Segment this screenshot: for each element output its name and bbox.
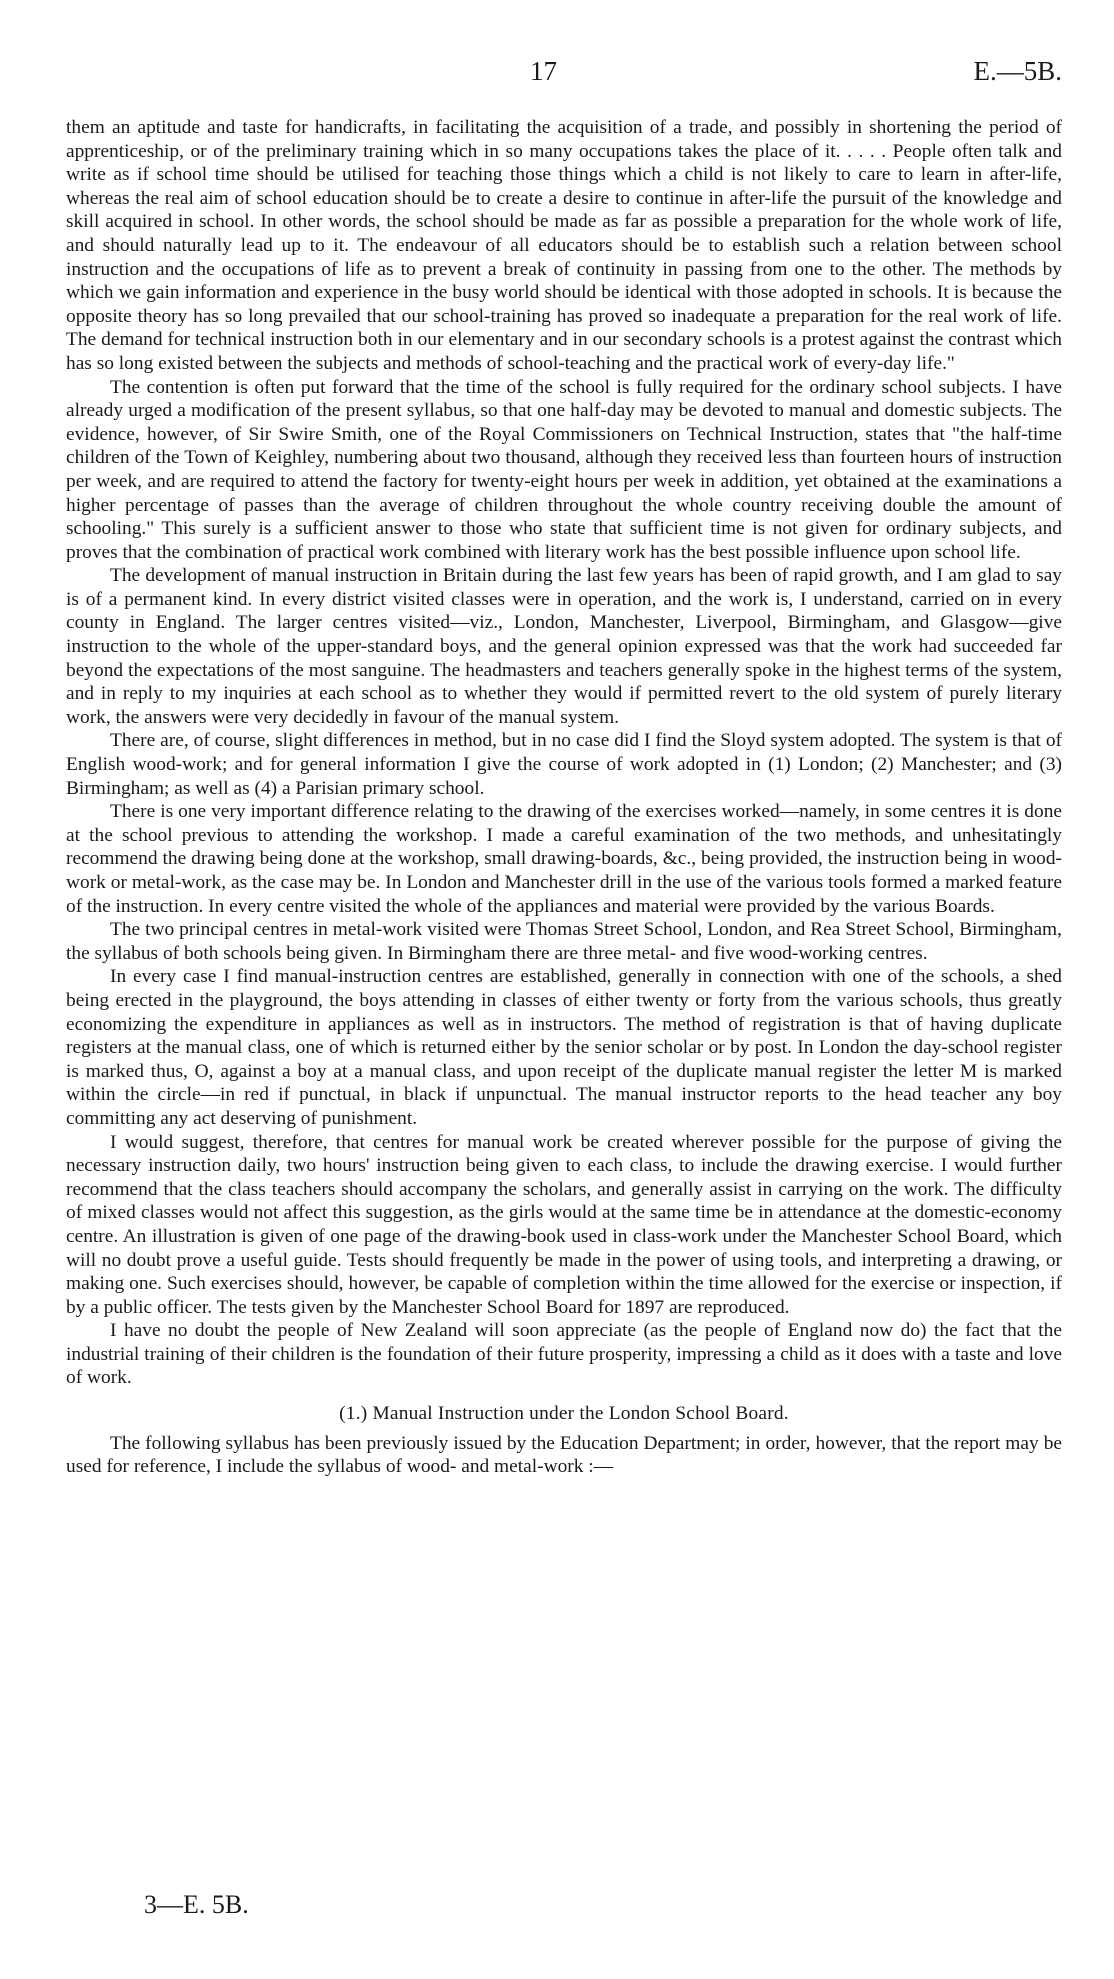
document-reference: E.—5B.	[973, 56, 1062, 86]
paragraph: I have no doubt the people of New Zealand will soon appreciate (as the people of England now do) the fact that the industrial training of their children is the foundation of their future prosperity, impressing a child as it does with a taste and love of work.	[66, 1320, 1062, 1389]
page-header	[0, 56, 1114, 96]
paragraph: There is one very important difference relating to the drawing of the exercises worked—namely, in some centres it is done at the school previous to attending the workshop. I made a careful examination of the two methods, and unhesitatingly recommend the drawing being done at the workshop, small drawing-boards, &c., being provided, the instruction being in wood-work or metal-work, as the case may be. In London and Manchester drill in the use of the various tools formed a marked feature of the instruction. In every centre visited the whole of the appliances and material were provided by the various Boards.	[66, 801, 1062, 917]
paragraph: There are, of course, slight differences in method, but in no case did I find the Sloyd system adopted. The system is that of English wood-work; and for general information I give the course of work adopted in (1) London; (2) Manchester; and (3) Birmingham; as well as (4) a Parisian primary school.	[66, 730, 1062, 799]
paragraph: The following syllabus has been previously issued by the Education Department; in order, however, that the report may be used for reference, I include the syllabus of wood- and metal-work :—	[66, 1432, 1062, 1478]
paragraph: I would suggest, therefore, that centres for manual work be created wherever possible for the purpose of giving the necessary instruction daily, two hours' instruction being given to each class, to include the drawing exercise. I would further recommend that the class teachers should accompany the scholars, and generally assist in carrying on the work. The difficulty of mixed classes would not affect this suggestion, as the girls would at the same time be in attendance at the domestic-economy centre. An illustration is given of one page of the drawing-book used in class-work under the Manchester School Board, which will no doubt prove a useful guide. Tests should frequently be made in the power of using tools, and interpreting a drawing, or making one. Such exercises should, however, be capable of completion within the time allowed for the exercise or inspection, if by a public officer. The tests given by the Manchester School Board for 1897 are reproduced.	[66, 1131, 1062, 1318]
paragraph: The two principal centres in metal-work visited were Thomas Street School, London, and Rea Street School, Birmingham, the syllabus of both schools being given. In Birmingham there are three metal- and five wood-working centres.	[66, 919, 1062, 964]
page-number: 17	[530, 56, 557, 86]
signature-mark: 3—E. 5B.	[144, 1890, 249, 1919]
section-heading: (1.) Manual Instruction under the London School Board.	[339, 1403, 789, 1425]
paragraph: The contention is often put forward that the time of the school is fully required for the ordinary school subjects. I have already urged a modification of the present syllabus, so that one half-day may be devoted to manual and domestic subjects. The evidence, however, of Sir Swire Smith, one of the Royal Commissioners on Technical Instruction, states that "the half-time children of the Town of Keighley, numbering about two thousand, although they received less than fourteen hours of instruction per week, and are required to attend the factory for twenty-eight hours per week in addition, yet obtained at the examinations a higher percentage of passes than the average of children throughout the whole country receiving double the amount of schooling." This surely is a sufficient answer to those who state that sufficient time is not given for ordinary subjects, and proves that the combination of practical work combined with literary work has the best possible influence upon school life.	[66, 376, 1062, 563]
paragraph: In every case I find manual-instruction centres are established, generally in connection with one of the schools, a shed being erected in the playground, the boys attending in classes of either twenty or forty from the various schools, thus greatly economizing the expenditure in appliances as well as in instructors. The method of registration is that of having duplicate registers at the manual class, one of which is returned either by the senior scholar or by post. In London the day-school register is marked thus, O, against a boy at a manual class, and upon receipt of the duplicate manual register the letter M is marked within the circle—in red if punctual, in black if unpunctual. The manual instructor reports to the head teacher any boy committing any act deserving of punishment.	[66, 966, 1062, 1129]
paragraph: The development of manual instruction in Britain during the last few years has been of rapid growth, and I am glad to say is of a permanent kind. In every district visited classes were in operation, and the work is, I understand, carried on in every county in England. The larger centres visited—viz., London, Manchester, Liverpool, Birmingham, and Glasgow—give instruction to the whole of the upper-standard boys, and the general opinion expressed was that the work had succeeded far beyond the expectations of the most sanguine. The headmasters and teachers generally spoke in the highest terms of the system, and in reply to my inquiries at each school as to whether they would if permitted revert to the old system of purely literary work, the answers were very decidedly in favour of the manual system.	[66, 565, 1062, 728]
body-text	[66, 116, 1062, 1479]
paragraph-continued: them an aptitude and taste for handicrafts, in facilitating the acquisition of a trade, and possibly in shortening the period of apprenticeship, or of the preliminary training which in so many occupations takes the place of it. . . . . People often talk and write as if school time should be utilised for teaching those things which a child is not likely to care to learn in after-life, whereas the real aim of school education should be to create a desire to continue in after-life the pursuit of the knowledge and skill acquired in school. In other words, the school should be made as far as possible a preparation for the whole work of life, and should naturally lead up to it. The endeavour of all educators should be to establish such a relation between school instruction and the occupations of life as to prevent a break of continuity in passing from one to the other. The methods by which we gain information and experience in the busy world should be identical with those adopted in schools. It is because the opposite theory has so long prevailed that our school-training has proved so inadequate a preparation for the real work of life. The demand for technical instruction both in our elementary and in our secondary schools is a protest against the contrast which has so long existed between the subjects and methods of school-teaching and the practical work of every-day life."	[66, 117, 1062, 374]
